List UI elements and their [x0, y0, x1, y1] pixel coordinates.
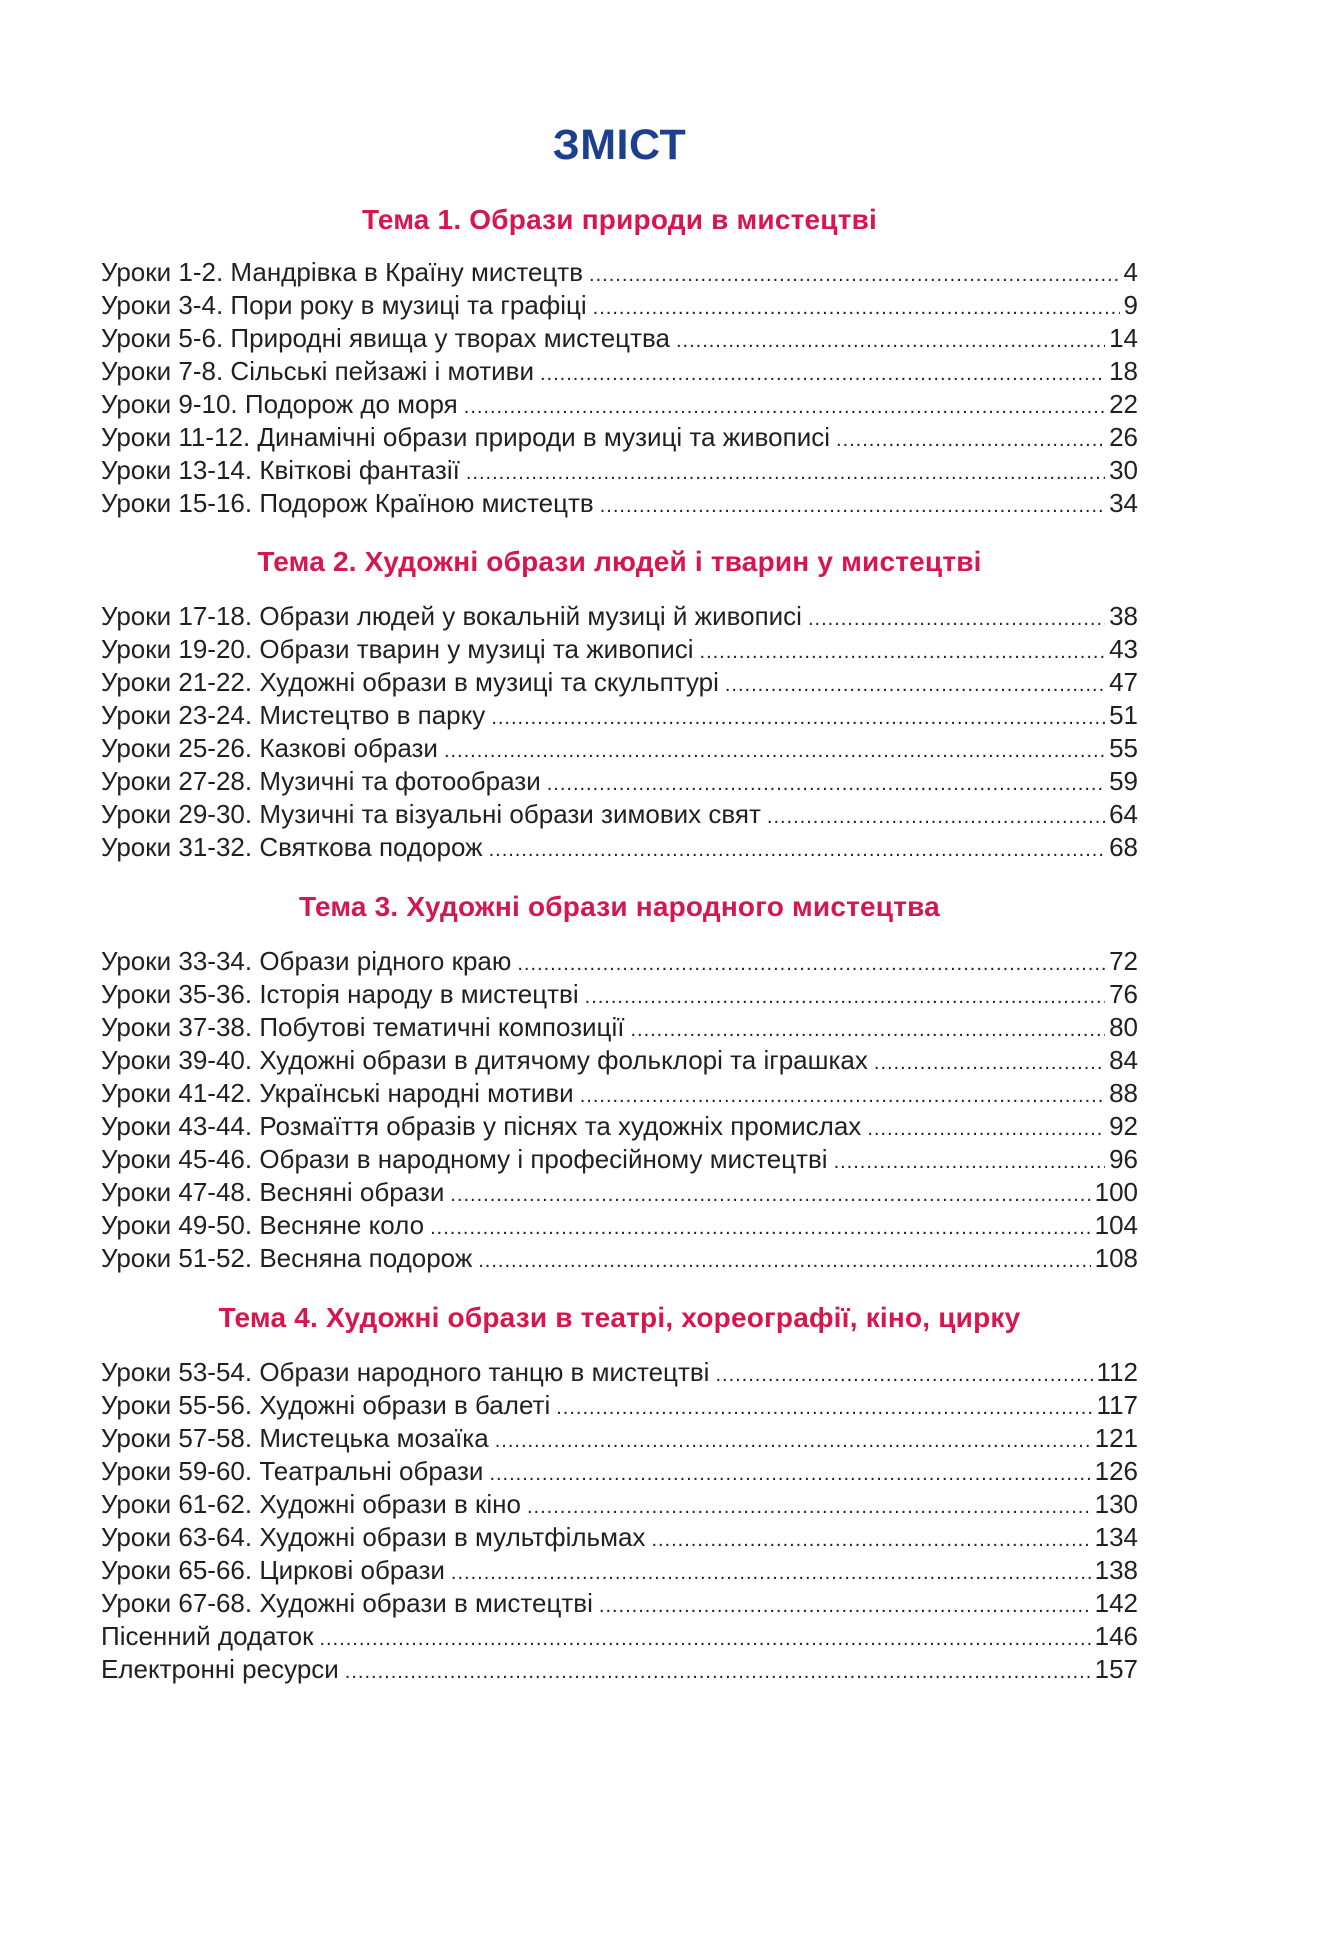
- entry-page-number: 14: [1109, 323, 1138, 353]
- entry-title: Уроки 9-10. Подорож до моря: [101, 389, 458, 419]
- section-heading-3: Тема 3. Художні образи народного мистецтва: [299, 891, 940, 922]
- dot-leader: [319, 1623, 1090, 1656]
- toc-entry[interactable]: [101, 355, 1138, 388]
- section-heading-1: Тема 1. Образи природи в мистецтві: [361, 204, 878, 235]
- dot-leader: [517, 948, 1105, 981]
- entry-page-number: 38: [1109, 601, 1138, 631]
- toc-entry[interactable]: [101, 322, 1138, 355]
- entry-title: Уроки 37-38. Побутові тематичні композиції: [101, 1012, 625, 1042]
- toc-entry[interactable]: [101, 1044, 1138, 1077]
- toc-entry[interactable]: [101, 732, 1138, 765]
- entry-title: Уроки 53-54. Образи народного танцю в мистецтві: [101, 1357, 710, 1387]
- entry-title: Уроки 41-42. Українські народні мотиви: [101, 1078, 574, 1108]
- entry-title: Уроки 23-24. Мистецтво в парку: [101, 700, 486, 730]
- toc-entry[interactable]: [101, 1242, 1138, 1275]
- entry-title: Уроки 5-6. Природні явища у творах мистецтва: [101, 323, 670, 353]
- toc-entry[interactable]: [101, 831, 1138, 864]
- toc-entry[interactable]: [101, 600, 1138, 633]
- dot-leader: [444, 735, 1105, 768]
- dot-leader: [478, 1245, 1090, 1278]
- dot-leader: [725, 669, 1105, 702]
- toc-entry[interactable]: [101, 978, 1138, 1011]
- dot-leader: [589, 259, 1120, 292]
- dot-leader: [495, 1425, 1091, 1458]
- dot-leader: [527, 1491, 1091, 1524]
- entry-page-number: 121: [1094, 1423, 1138, 1453]
- entry-title: Уроки 7-8. Сільські пейзажі і мотиви: [101, 356, 534, 386]
- entry-page-number: 108: [1094, 1243, 1138, 1273]
- toc-entry[interactable]: [101, 454, 1138, 487]
- entry-page-number: 59: [1109, 766, 1138, 796]
- section-heading-2: Тема 2. Художні образи людей і тварин у мистецтві: [257, 546, 982, 577]
- entry-page-number: 18: [1109, 356, 1138, 386]
- toc-entry[interactable]: [101, 1488, 1138, 1521]
- dot-leader: [834, 1146, 1106, 1179]
- toc-section-1: [101, 200, 1138, 520]
- section-heading-4: Тема 4. Художні образи в театрі, хореографії, кіно, цирку: [218, 1302, 1021, 1333]
- toc-entry[interactable]: [101, 1110, 1138, 1143]
- dot-leader: [700, 636, 1106, 669]
- entry-page-number: 68: [1109, 832, 1138, 862]
- entry-page-number: 84: [1109, 1045, 1138, 1075]
- entry-title: Уроки 43-44. Розмаїття образів у піснях та художніх промислах: [101, 1111, 862, 1141]
- entry-title: Уроки 55-56. Художні образи в балеті: [101, 1390, 551, 1420]
- entry-page-number: 34: [1109, 488, 1138, 518]
- dot-leader: [808, 603, 1105, 636]
- entry-page-number: 96: [1109, 1144, 1138, 1174]
- entry-page-number: 76: [1109, 979, 1138, 1009]
- entry-page-number: 72: [1109, 946, 1138, 976]
- toc-entry[interactable]: [101, 1422, 1138, 1455]
- toc-entry[interactable]: [101, 1653, 1138, 1686]
- toc-entry[interactable]: [101, 388, 1138, 421]
- toc-entry[interactable]: [101, 1176, 1138, 1209]
- toc-entry[interactable]: [101, 1209, 1138, 1242]
- entry-title: Пісенний додаток: [101, 1621, 314, 1651]
- entry-title: Уроки 25-26. Казкові образи: [101, 733, 438, 763]
- toc-entry[interactable]: [101, 1143, 1138, 1176]
- toc-section-2: [101, 542, 1138, 864]
- entry-title: Уроки 63-64. Художні образи в мультфільмах: [101, 1522, 646, 1552]
- toc-section-4: [101, 1298, 1138, 1686]
- dot-leader: [540, 358, 1105, 391]
- toc-entry[interactable]: [101, 666, 1138, 699]
- toc-entry[interactable]: [101, 1587, 1138, 1620]
- toc-entry[interactable]: [101, 1554, 1138, 1587]
- toc-section-3: [101, 887, 1138, 1275]
- entry-page-number: 9: [1123, 290, 1138, 320]
- dot-leader: [547, 768, 1105, 801]
- dot-leader: [593, 292, 1120, 325]
- dot-leader: [630, 1014, 1105, 1047]
- toc-list-2: [101, 600, 1138, 864]
- entry-page-number: 126: [1094, 1456, 1138, 1486]
- entry-title: Уроки 51-52. Весняна подорож: [101, 1243, 473, 1273]
- dot-leader: [491, 702, 1105, 735]
- entry-page-number: 22: [1109, 389, 1138, 419]
- dot-leader: [715, 1359, 1092, 1392]
- dot-leader: [874, 1047, 1105, 1080]
- dot-leader: [600, 490, 1105, 523]
- toc-entry[interactable]: [101, 1620, 1138, 1653]
- entry-page-number: 92: [1109, 1111, 1138, 1141]
- toc-entry[interactable]: [101, 1389, 1138, 1422]
- dot-leader: [651, 1524, 1090, 1557]
- entry-title: Уроки 27-28. Музичні та фотообрази: [101, 766, 541, 796]
- entry-page-number: 30: [1109, 455, 1138, 485]
- entry-title: Уроки 17-18. Образи людей у вокальній музиці й живописі: [101, 601, 802, 631]
- entry-page-number: 43: [1109, 634, 1138, 664]
- entry-page-number: 51: [1109, 700, 1138, 730]
- dot-leader: [767, 801, 1105, 834]
- entry-title: Уроки 33-34. Образи рідного краю: [101, 946, 512, 976]
- toc-entry[interactable]: [101, 289, 1138, 322]
- dot-leader: [464, 391, 1105, 424]
- entry-title: Уроки 1-2. Мандрівка в Країну мистецтв: [101, 257, 584, 287]
- entry-page-number: 138: [1094, 1555, 1138, 1585]
- entry-page-number: 80: [1109, 1012, 1138, 1042]
- dot-leader: [345, 1656, 1091, 1689]
- toc-entry[interactable]: [101, 765, 1138, 798]
- dot-leader: [676, 325, 1105, 358]
- toc-list-1: [101, 256, 1138, 520]
- toc-entry[interactable]: [101, 1077, 1138, 1110]
- entry-page-number: 4: [1123, 257, 1138, 287]
- entry-page-number: 130: [1094, 1489, 1138, 1519]
- entry-page-number: 157: [1094, 1654, 1138, 1684]
- entry-page-number: 26: [1109, 422, 1138, 452]
- entry-page-number: 88: [1109, 1078, 1138, 1108]
- entry-title: Уроки 29-30. Музичні та візуальні образи зимових свят: [101, 799, 761, 829]
- toc-entry[interactable]: [101, 1356, 1138, 1389]
- entry-page-number: 100: [1094, 1177, 1138, 1207]
- entry-title: Уроки 57-58. Мистецька мозаїка: [101, 1423, 489, 1453]
- entry-title: Уроки 13-14. Квіткові фантазії: [101, 455, 460, 485]
- entry-title: Уроки 31-32. Святкова подорож: [101, 832, 483, 862]
- page-title: ЗМІСТ: [552, 121, 687, 169]
- entry-title: Уроки 49-50. Весняне коло: [101, 1210, 425, 1240]
- dot-leader: [836, 424, 1105, 457]
- table-of-contents-page: [101, 0, 1138, 1686]
- dot-leader: [580, 1080, 1105, 1113]
- entry-title: Уроки 35-36. Історія народу в мистецтві: [101, 979, 579, 1009]
- entry-title: Уроки 39-40. Художні образи в дитячому фольклорі та іграшках: [101, 1045, 868, 1075]
- dot-leader: [430, 1212, 1091, 1245]
- entry-page-number: 146: [1094, 1621, 1138, 1651]
- toc-list-4: [101, 1356, 1138, 1686]
- dot-leader: [867, 1113, 1105, 1146]
- entry-title: Електронні ресурси: [101, 1654, 339, 1684]
- toc-list-3: [101, 945, 1138, 1275]
- dot-leader: [451, 1557, 1091, 1590]
- entry-page-number: 134: [1094, 1522, 1138, 1552]
- entry-page-number: 55: [1109, 733, 1138, 763]
- entry-title: Уроки 21-22. Художні образи в музиці та скульптурі: [101, 667, 719, 697]
- entry-page-number: 112: [1096, 1357, 1138, 1387]
- dot-leader: [489, 1458, 1090, 1491]
- dot-leader: [450, 1179, 1090, 1212]
- toc-entry[interactable]: [101, 633, 1138, 666]
- dot-leader: [599, 1590, 1091, 1623]
- dot-leader: [466, 457, 1105, 490]
- dot-leader: [556, 1392, 1092, 1425]
- entry-title: Уроки 61-62. Художні образи в кіно: [101, 1489, 521, 1519]
- entry-title: Уроки 11-12. Динамічні образи природи в музиці та живописі: [101, 422, 831, 452]
- entry-title: Уроки 59-60. Театральні образи: [101, 1456, 484, 1486]
- toc-entry[interactable]: [101, 487, 1138, 520]
- toc-entry[interactable]: [101, 1455, 1138, 1488]
- entry-page-number: 104: [1094, 1210, 1138, 1240]
- toc-entry[interactable]: [101, 945, 1138, 978]
- entry-title: Уроки 15-16. Подорож Країною мистецтв: [101, 488, 594, 518]
- toc-entry[interactable]: [101, 1011, 1138, 1044]
- toc-entry[interactable]: [101, 798, 1138, 831]
- entry-page-number: 64: [1109, 799, 1138, 829]
- entry-title: Уроки 3-4. Пори року в музиці та графіці: [101, 290, 587, 320]
- toc-entry[interactable]: [101, 421, 1138, 454]
- entry-page-number: 47: [1109, 667, 1138, 697]
- entry-page-number: 117: [1096, 1390, 1138, 1420]
- dot-leader: [489, 834, 1106, 867]
- toc-entry[interactable]: [101, 699, 1138, 732]
- toc-entry[interactable]: [101, 256, 1138, 289]
- entry-title: Уроки 67-68. Художні образи в мистецтві: [101, 1588, 593, 1618]
- entry-title: Уроки 47-48. Весняні образи: [101, 1177, 445, 1207]
- dot-leader: [585, 981, 1105, 1014]
- entry-page-number: 142: [1094, 1588, 1138, 1618]
- entry-title: Уроки 19-20. Образи тварин у музиці та живописі: [101, 634, 694, 664]
- toc-entry[interactable]: [101, 1521, 1138, 1554]
- entry-title: Уроки 45-46. Образи в народному і професійному мистецтві: [101, 1144, 828, 1174]
- entry-title: Уроки 65-66. Циркові образи: [101, 1555, 445, 1585]
